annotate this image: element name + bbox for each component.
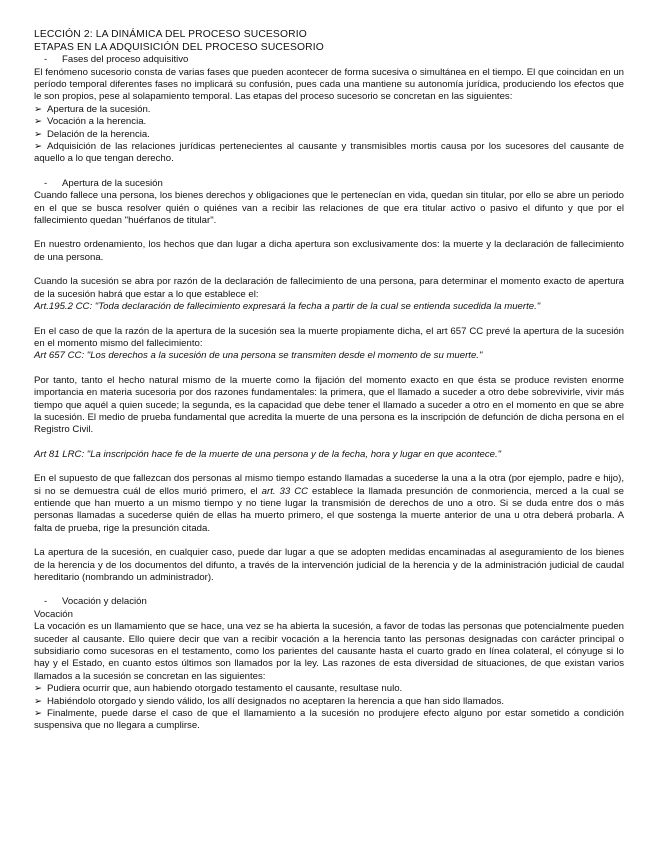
section-title: ETAPAS EN LA ADQUISICIÓN DEL PROCESO SUCESORIO xyxy=(34,41,324,53)
document-page xyxy=(34,29,624,733)
list-item: ➢ Vocación a la herencia. xyxy=(34,116,147,128)
arrow-bullet-icon: ➢ xyxy=(34,708,43,720)
list-item: ➢ Pudiera ocurrir que, aun habiendo otorgado testamento el causante, resultase nulo. xyxy=(34,683,403,695)
paragraph: Cuando la sucesión se abra por razón de la declaración de fallecimiento de una persona, para determinar el momento exacto de apertura de la sucesión habrá que estar a lo que establece el: xyxy=(34,276,624,300)
legal-quote: Art 657 CC: "Los derechos a la sucesión de una persona se transmiten desde el momento de su muerte." xyxy=(34,350,483,362)
list-item: ➢ Habiéndolo otorgado y siendo válido, los allí designados no aceptaren la herencia a que han sido llamados. xyxy=(34,695,505,707)
arrow-bullet-icon: ➢ xyxy=(34,128,43,140)
lesson-title: LECCIÓN 2: LA DINÁMICA DEL PROCESO SUCESORIO xyxy=(34,29,307,40)
paragraph: Por tanto, tanto el hecho natural mismo de la muerte como la fijación del momento exacto en que ésta se produce revisten enorme importancia en materia sucesoria por dos razones fundamentales: la primera, que el llamado a suceder a otro debe sobrevivirle, vivir más tiempo que aquél a quien sucede; la segunda, es la capacidad que debe tener el llamado a suceder a otro en el momento en que se abre la sucesión. El medio de prueba fundamental que acredita la muerte de una persona es la inscripción de defunción de dicha persona en el Registro Civil. xyxy=(34,374,624,436)
arrow-bullet-icon: ➢ xyxy=(34,141,43,153)
arrow-bullet-icon: ➢ xyxy=(34,683,43,695)
list-item: ➢ Finalmente, puede darse el caso de que el llamamiento a la sucesión no produjere efecto alguno por estar sometido a condición suspensiva que no llegara a cumplirse. xyxy=(34,708,624,732)
arrow-bullet-icon: ➢ xyxy=(34,695,43,707)
subsection-heading-vocation: - Vocación y delación xyxy=(44,596,147,608)
subsection-heading-phases: - Fases del proceso adquisitivo xyxy=(44,54,189,66)
article-reference: art. 33 CC xyxy=(261,485,309,497)
paragraph: La vocación es un llamamiento que se hace, una vez se ha abierta la sucesión, a favor de todas las personas que potencialmente pueden suceder al causante. Ello quiere decir que van a recibir vocación a la herencia tanto las personas designadas con carácter principal o subsidiario como sucesoras en el testamento, como los parientes del causante hasta el cuarto grado en línea colateral, el cónyuge si lo hay y el Estado, en cuanto estos últimos son llamados por la ley. Las razones de esta diversidad de situaciones, de que existan varios llamados a la sucesión se concretan en las siguientes: xyxy=(34,621,624,682)
paragraph: La apertura de la sucesión, en cualquier caso, puede dar lugar a que se adopten medidas encaminadas al aseguramiento de los bienes de la herencia y de los documentos del difunto, a través de la intervención judicial de la herencia y de la administración judicial de caudal hereditario (nombrando un administrador). xyxy=(34,547,624,583)
list-item: ➢ Delación de la herencia. xyxy=(34,128,150,140)
phases-intro-paragraph: El fenómeno sucesorio consta de varias fases que pueden acontecer de forma sucesiva o simultánea en el tiempo. El que coincidan en un período temporal diferentes fases no implicará su confusión, pues cada una mantiene su autonomía jurídica, produciendo los efectos que le son propios, pese al solapamiento temporal. Las etapas del proceso sucesorio se concretan en las siguientes: xyxy=(34,66,624,103)
paragraph: Cuando fallece una persona, los bienes derechos y obligaciones que le pertenecían en vida, quedan sin titular, por ello se abre un periodo en el que se busca resolver quién o quiénes van a recibir las relaciones de que era titular activo o pasivo el difunto y que por el fallecimiento quedan "huérfanos de titular". xyxy=(34,190,624,227)
list-item: ➢ Apertura de la sucesión. xyxy=(34,103,151,115)
arrow-bullet-icon: ➢ xyxy=(34,103,43,115)
arrow-bullet-icon: ➢ xyxy=(34,116,43,128)
paragraph: En el supuesto de que fallezcan dos personas al mismo tiempo estando llamadas a sucederse la una a la otra (por ejemplo, padre e hijo), si no se demuestra cuál de ellos murió primero, el art. 33 CC establece la llamada presunción de conmoriencia, merced a la cual se entiende que han muerto a un mismo tiempo y no tiene lugar la transmisión de derechos de uno a otro. Si se duda entre dos o más personas llamadas a sucederse quién de ellas ha muerto primero, el que sostenga la muerte anterior de una u otra deberá probarla. A falta de prueba, rige la presunción citada. xyxy=(34,473,624,534)
subheading: Vocación xyxy=(34,608,73,620)
paragraph: En el caso de que la razón de la apertura de la sucesión sea la muerte propiamente dicha, el art 657 CC prevé la apertura de la sucesión en el momento mismo del fallecimiento: xyxy=(34,325,624,349)
paragraph: En nuestro ordenamiento, los hechos que dan lugar a dicha apertura son exclusivamente dos: la muerte y la declaración de fallecimiento de una persona. xyxy=(34,239,624,263)
subsection-heading-opening: - Apertura de la sucesión xyxy=(44,177,163,189)
legal-quote: Art 81 LRC: "La inscripción hace fe de la muerte de una persona y de la fecha, hora y lugar en que acontece." xyxy=(34,448,502,460)
legal-quote: Art.195.2 CC: "Toda declaración de fallecimiento expresará la fecha a partir de la cual se entienda sucedida la muerte." xyxy=(34,301,541,313)
list-item: ➢ Adquisición de las relaciones jurídicas pertenecientes al causante y transmisibles mortis causa por los sucesores del causante de aquello a lo que tengan derecho. xyxy=(34,141,624,165)
